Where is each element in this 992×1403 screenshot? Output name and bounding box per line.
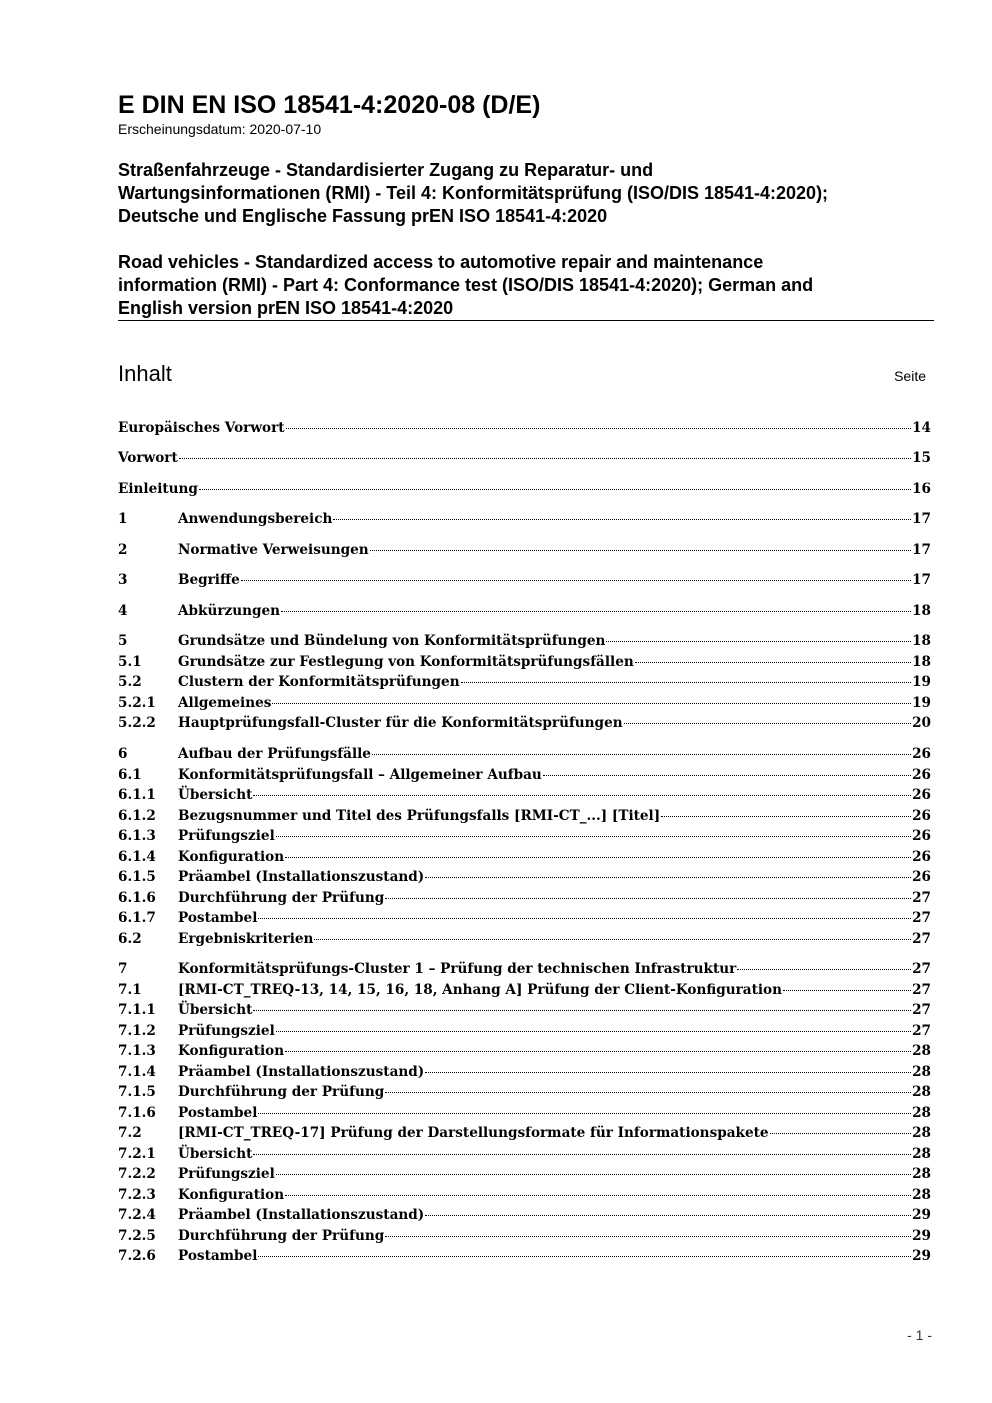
toc-entry-title: Normative Verweisungen: [178, 542, 369, 558]
toc-entry[interactable]: [118, 959, 931, 979]
toc-entry[interactable]: [118, 1021, 931, 1041]
toc-entry-page: 28: [912, 1125, 931, 1141]
toc-entry[interactable]: [118, 1000, 931, 1020]
toc-entry-page: 14: [912, 420, 931, 436]
toc-dot-leader: [276, 1174, 911, 1175]
toc-entry-number: 7.1.1: [118, 1002, 156, 1018]
toc-entry-page: 27: [912, 1002, 931, 1018]
toc-dot-leader: [385, 1236, 911, 1237]
toc-dot-leader: [314, 939, 911, 940]
toc-entry[interactable]: [118, 672, 931, 692]
toc-entry-page: 16: [912, 481, 931, 497]
toc-entry[interactable]: [118, 1062, 931, 1082]
toc-entry-number: 5.1: [118, 654, 142, 670]
toc-heading: Inhalt: [118, 361, 172, 386]
toc-dot-leader: [276, 1031, 911, 1032]
toc-dot-leader: [258, 1113, 911, 1114]
toc-entry[interactable]: [118, 908, 931, 928]
toc-entry-page: 28: [912, 1166, 931, 1182]
toc-dot-leader: [783, 990, 911, 991]
toc-entry-number: 7.1.6: [118, 1105, 156, 1121]
toc-entry-title: Präambel (Installationszustand): [178, 1064, 425, 1080]
toc-dot-leader: [285, 857, 911, 858]
document-id: E DIN EN ISO 18541-4:2020-08 (D/E): [118, 91, 541, 119]
toc-dot-leader: [737, 969, 911, 970]
toc-entry[interactable]: [118, 888, 931, 908]
toc-entry[interactable]: [118, 1205, 931, 1225]
toc-entry[interactable]: [118, 418, 931, 438]
toc-dot-leader: [285, 1051, 911, 1052]
toc-entry-title: Vorwort: [118, 450, 178, 466]
toc-entry-page: 27: [912, 890, 931, 906]
title-german: [118, 159, 933, 228]
toc-entry-title: Aufbau der Prüfungsfälle: [178, 746, 371, 762]
toc-entry[interactable]: [118, 847, 931, 867]
toc-entry-page: 28: [912, 1105, 931, 1121]
toc-entry-title: Grundsätze zur Festlegung von Konformitätsprüfungsfällen: [178, 654, 634, 670]
toc-entry-page: 18: [912, 603, 931, 619]
toc-dot-leader: [385, 898, 911, 899]
toc-entry-number: 6.1.6: [118, 890, 156, 906]
toc-entry-title: Anwendungsbereich: [178, 511, 333, 527]
page-number: - 1 -: [907, 1327, 932, 1343]
title-german-line: Deutsche und Englische Fassung prEN ISO 18541-4:2020: [118, 206, 608, 226]
toc-entry-page: 26: [912, 849, 931, 865]
toc-entry-title: Einleitung: [118, 481, 198, 497]
toc-dot-leader: [624, 723, 911, 724]
toc-entry[interactable]: [118, 1103, 931, 1123]
toc-entry-page: 28: [912, 1043, 931, 1059]
toc-entry-title: Hauptprüfungsfall-Cluster für die Konformitätsprüfungen: [178, 715, 623, 731]
toc-dot-leader: [425, 877, 911, 878]
toc-entry-title: Postambel: [178, 1248, 258, 1264]
toc-dot-leader: [281, 611, 911, 612]
publication-date: Erscheinungsdatum: 2020-07-10: [118, 121, 322, 137]
toc-entry-number: 7.2.2: [118, 1166, 156, 1182]
toc-entry-number: 7.2.4: [118, 1207, 156, 1223]
toc-entry-page: 29: [912, 1248, 931, 1264]
toc-entry-title: Clustern der Konformitätsprüfungen: [178, 674, 460, 690]
toc-dot-leader: [385, 1092, 911, 1093]
toc-entry-page: 19: [912, 695, 931, 711]
toc-entry-number: 1: [118, 511, 128, 527]
toc-entry-number: 7.2.5: [118, 1228, 156, 1244]
toc-entry-page: 19: [912, 674, 931, 690]
toc-dot-leader: [285, 1195, 911, 1196]
toc-entry-number: 7.1.4: [118, 1064, 156, 1080]
toc-entry-page: 28: [912, 1064, 931, 1080]
toc-entry-title: Prüfungsziel: [178, 1166, 275, 1182]
toc-entry-page: 28: [912, 1084, 931, 1100]
toc-entry-number: 7.2.6: [118, 1248, 156, 1264]
toc-entry-title: Präambel (Installationszustand): [178, 1207, 425, 1223]
toc-dot-leader: [770, 1133, 912, 1134]
toc-entry-title: Übersicht: [178, 1146, 253, 1162]
title-english: [118, 251, 933, 320]
toc-entry-title: Postambel: [178, 1105, 258, 1121]
toc-entry[interactable]: [118, 1041, 931, 1061]
toc-entry-number: 2: [118, 542, 128, 558]
toc-entry[interactable]: [118, 479, 931, 499]
toc-entry-page: 17: [912, 572, 931, 588]
toc-entry-number: 6.1.7: [118, 910, 156, 926]
toc-entry[interactable]: [118, 652, 931, 672]
toc-entry[interactable]: [118, 785, 931, 805]
toc-entry-page: 26: [912, 746, 931, 762]
toc-dot-leader: [606, 641, 911, 642]
toc-entry-title: Übersicht: [178, 787, 253, 803]
toc-entry-number: 7.1: [118, 982, 142, 998]
title-english-line: Road vehicles - Standardized access to automotive repair and maintenance: [118, 252, 764, 272]
toc-entry-title: Prüfungsziel: [178, 1023, 275, 1039]
toc-entry[interactable]: [118, 1144, 931, 1164]
toc-dot-leader: [199, 489, 911, 490]
toc-entry-page: 29: [912, 1228, 931, 1244]
toc-dot-leader: [425, 1072, 911, 1073]
toc-entry-number: 7.1.5: [118, 1084, 156, 1100]
toc-entry-page: 27: [912, 1023, 931, 1039]
toc-entry-title: [RMI-CT_TREQ-13, 14, 15, 16, 18, Anhang A] Prüfung der Client-Konfiguration: [178, 982, 782, 998]
toc-dot-leader: [425, 1215, 911, 1216]
toc-entry-title: Grundsätze und Bündelung von Konformitätsprüfungen: [178, 633, 606, 649]
toc-entry-page: 29: [912, 1207, 931, 1223]
toc-entry[interactable]: [118, 1226, 931, 1246]
toc-entry-number: 7.2.3: [118, 1187, 156, 1203]
toc-entry-title: Durchführung der Prüfung: [178, 1228, 385, 1244]
toc-entry[interactable]: [118, 826, 931, 846]
toc-entry-title: Konformitätsprüfungs-Cluster 1 – Prüfung der technischen Infrastruktur: [178, 961, 737, 977]
toc-entry-page: 15: [912, 450, 931, 466]
toc-entry-number: 7.2: [118, 1125, 142, 1141]
toc-entry[interactable]: [118, 980, 931, 1000]
toc-entry-page: 26: [912, 767, 931, 783]
toc-dot-leader: [461, 682, 911, 683]
toc-entry[interactable]: [118, 448, 931, 468]
toc-entry[interactable]: [118, 570, 931, 590]
toc-entry-title: Konformitätsprüfungsfall – Allgemeiner Aufbau: [178, 767, 542, 783]
toc-entry[interactable]: [118, 713, 931, 733]
toc-entry-page: 18: [912, 654, 931, 670]
toc-entry[interactable]: [118, 1123, 931, 1143]
toc-entry-title: Durchführung der Prüfung: [178, 1084, 385, 1100]
toc-entry[interactable]: [118, 1246, 931, 1266]
toc-entry-number: 7.1.3: [118, 1043, 156, 1059]
toc-entry[interactable]: [118, 509, 931, 529]
toc-entry-number: 6.1: [118, 767, 142, 783]
toc-entry-page: 27: [912, 931, 931, 947]
toc-dot-leader: [258, 918, 911, 919]
toc-entry-page: 17: [912, 542, 931, 558]
toc-entry-title: Postambel: [178, 910, 258, 926]
toc-entry-title: Übersicht: [178, 1002, 253, 1018]
toc-entry-title: Prüfungsziel: [178, 828, 275, 844]
toc-entry-number: 5.2: [118, 674, 142, 690]
title-english-line: information (RMI) - Part 4: Conformance test (ISO/DIS 18541-4:2020); German and: [118, 275, 814, 295]
toc-entry-page: 27: [912, 910, 931, 926]
toc-entry-number: 3: [118, 572, 128, 588]
toc-page-column-label: Seite: [894, 368, 926, 384]
toc-dot-leader: [370, 550, 911, 551]
title-divider: [118, 320, 934, 321]
toc-entry[interactable]: [118, 806, 931, 826]
toc-entry-title: Präambel (Installationszustand): [178, 869, 425, 885]
toc-entry-title: Bezugsnummer und Titel des Prüfungsfalls [RMI-CT_...] [Titel]: [178, 808, 661, 824]
toc-dot-leader: [253, 795, 911, 796]
toc-dot-leader: [543, 775, 911, 776]
title-german-line: Wartungsinformationen (RMI) - Teil 4: Konformitätsprüfung (ISO/DIS 18541-4:2020);: [118, 183, 829, 203]
toc-entry[interactable]: [118, 1164, 931, 1184]
toc-entry-number: 5.2.2: [118, 715, 156, 731]
toc-entry[interactable]: [118, 601, 931, 621]
toc-dot-leader: [276, 836, 911, 837]
toc-dot-leader: [333, 519, 911, 520]
toc-entry-page: 28: [912, 1146, 931, 1162]
toc-entry[interactable]: [118, 693, 931, 713]
toc-entry-title: Abkürzungen: [178, 603, 281, 619]
toc-entry[interactable]: [118, 1082, 931, 1102]
toc-entry-number: 6.2: [118, 931, 142, 947]
toc-entry-page: 20: [912, 715, 931, 731]
title-german-line: Straßenfahrzeuge - Standardisierter Zugang zu Reparatur- und: [118, 160, 654, 180]
toc-entry-title: Europäisches Vorwort: [118, 420, 285, 436]
toc-entry-number: 6.1.5: [118, 869, 156, 885]
toc-entry-page: 17: [912, 511, 931, 527]
toc-dot-leader: [661, 816, 911, 817]
toc-entry-page: 18: [912, 633, 931, 649]
toc-entry-number: 6.1.4: [118, 849, 156, 865]
toc-entry-page: 28: [912, 1187, 931, 1203]
toc-entry-number: 6.1.3: [118, 828, 156, 844]
toc-entry-page: 26: [912, 808, 931, 824]
toc-entry-number: 6.1.2: [118, 808, 156, 824]
toc-entry[interactable]: [118, 744, 931, 764]
toc-entry-page: 27: [912, 961, 931, 977]
toc-entry[interactable]: [118, 1185, 931, 1205]
toc-dot-leader: [179, 458, 911, 459]
toc-entry[interactable]: [118, 867, 931, 887]
toc-entry-title: Allgemeines: [178, 695, 272, 711]
toc-dot-leader: [286, 428, 912, 429]
toc-dot-leader: [258, 1256, 911, 1257]
toc-entry-number: 4: [118, 603, 128, 619]
toc-entry-title: Begriffe: [178, 572, 240, 588]
toc-entry-number: 6.1.1: [118, 787, 156, 803]
toc-entry-page: 26: [912, 869, 931, 885]
toc-entry-page: 27: [912, 982, 931, 998]
toc-entry-title: Konfiguration: [178, 1187, 285, 1203]
toc-entry-number: 6: [118, 746, 128, 762]
toc-dot-leader: [372, 754, 911, 755]
toc-entry-title: [RMI-CT_TREQ-17] Prüfung der Darstellungsformate für Informationspakete: [178, 1125, 769, 1141]
title-english-line: English version prEN ISO 18541-4:2020: [118, 298, 454, 318]
toc-dot-leader: [272, 703, 911, 704]
toc-entry-title: Konfiguration: [178, 849, 285, 865]
toc-entry-number: 5.2.1: [118, 695, 156, 711]
toc-entry-number: 7.2.1: [118, 1146, 156, 1162]
toc-entry-page: 26: [912, 828, 931, 844]
toc-entry[interactable]: [118, 631, 931, 651]
toc-entry-title: Konfiguration: [178, 1043, 285, 1059]
toc-entry-page: 26: [912, 787, 931, 803]
toc-dot-leader: [253, 1154, 911, 1155]
toc-dot-leader: [253, 1010, 911, 1011]
toc-entry[interactable]: [118, 929, 931, 949]
toc-entry-title: Durchführung der Prüfung: [178, 890, 385, 906]
toc-entry-number: 7: [118, 961, 128, 977]
toc-entry-title: Ergebniskriterien: [178, 931, 314, 947]
toc-dot-leader: [241, 580, 911, 581]
toc-entry[interactable]: [118, 765, 931, 785]
toc-entry-number: 5: [118, 633, 128, 649]
toc-entry[interactable]: [118, 540, 931, 560]
toc-entry-number: 7.1.2: [118, 1023, 156, 1039]
toc-dot-leader: [635, 662, 911, 663]
